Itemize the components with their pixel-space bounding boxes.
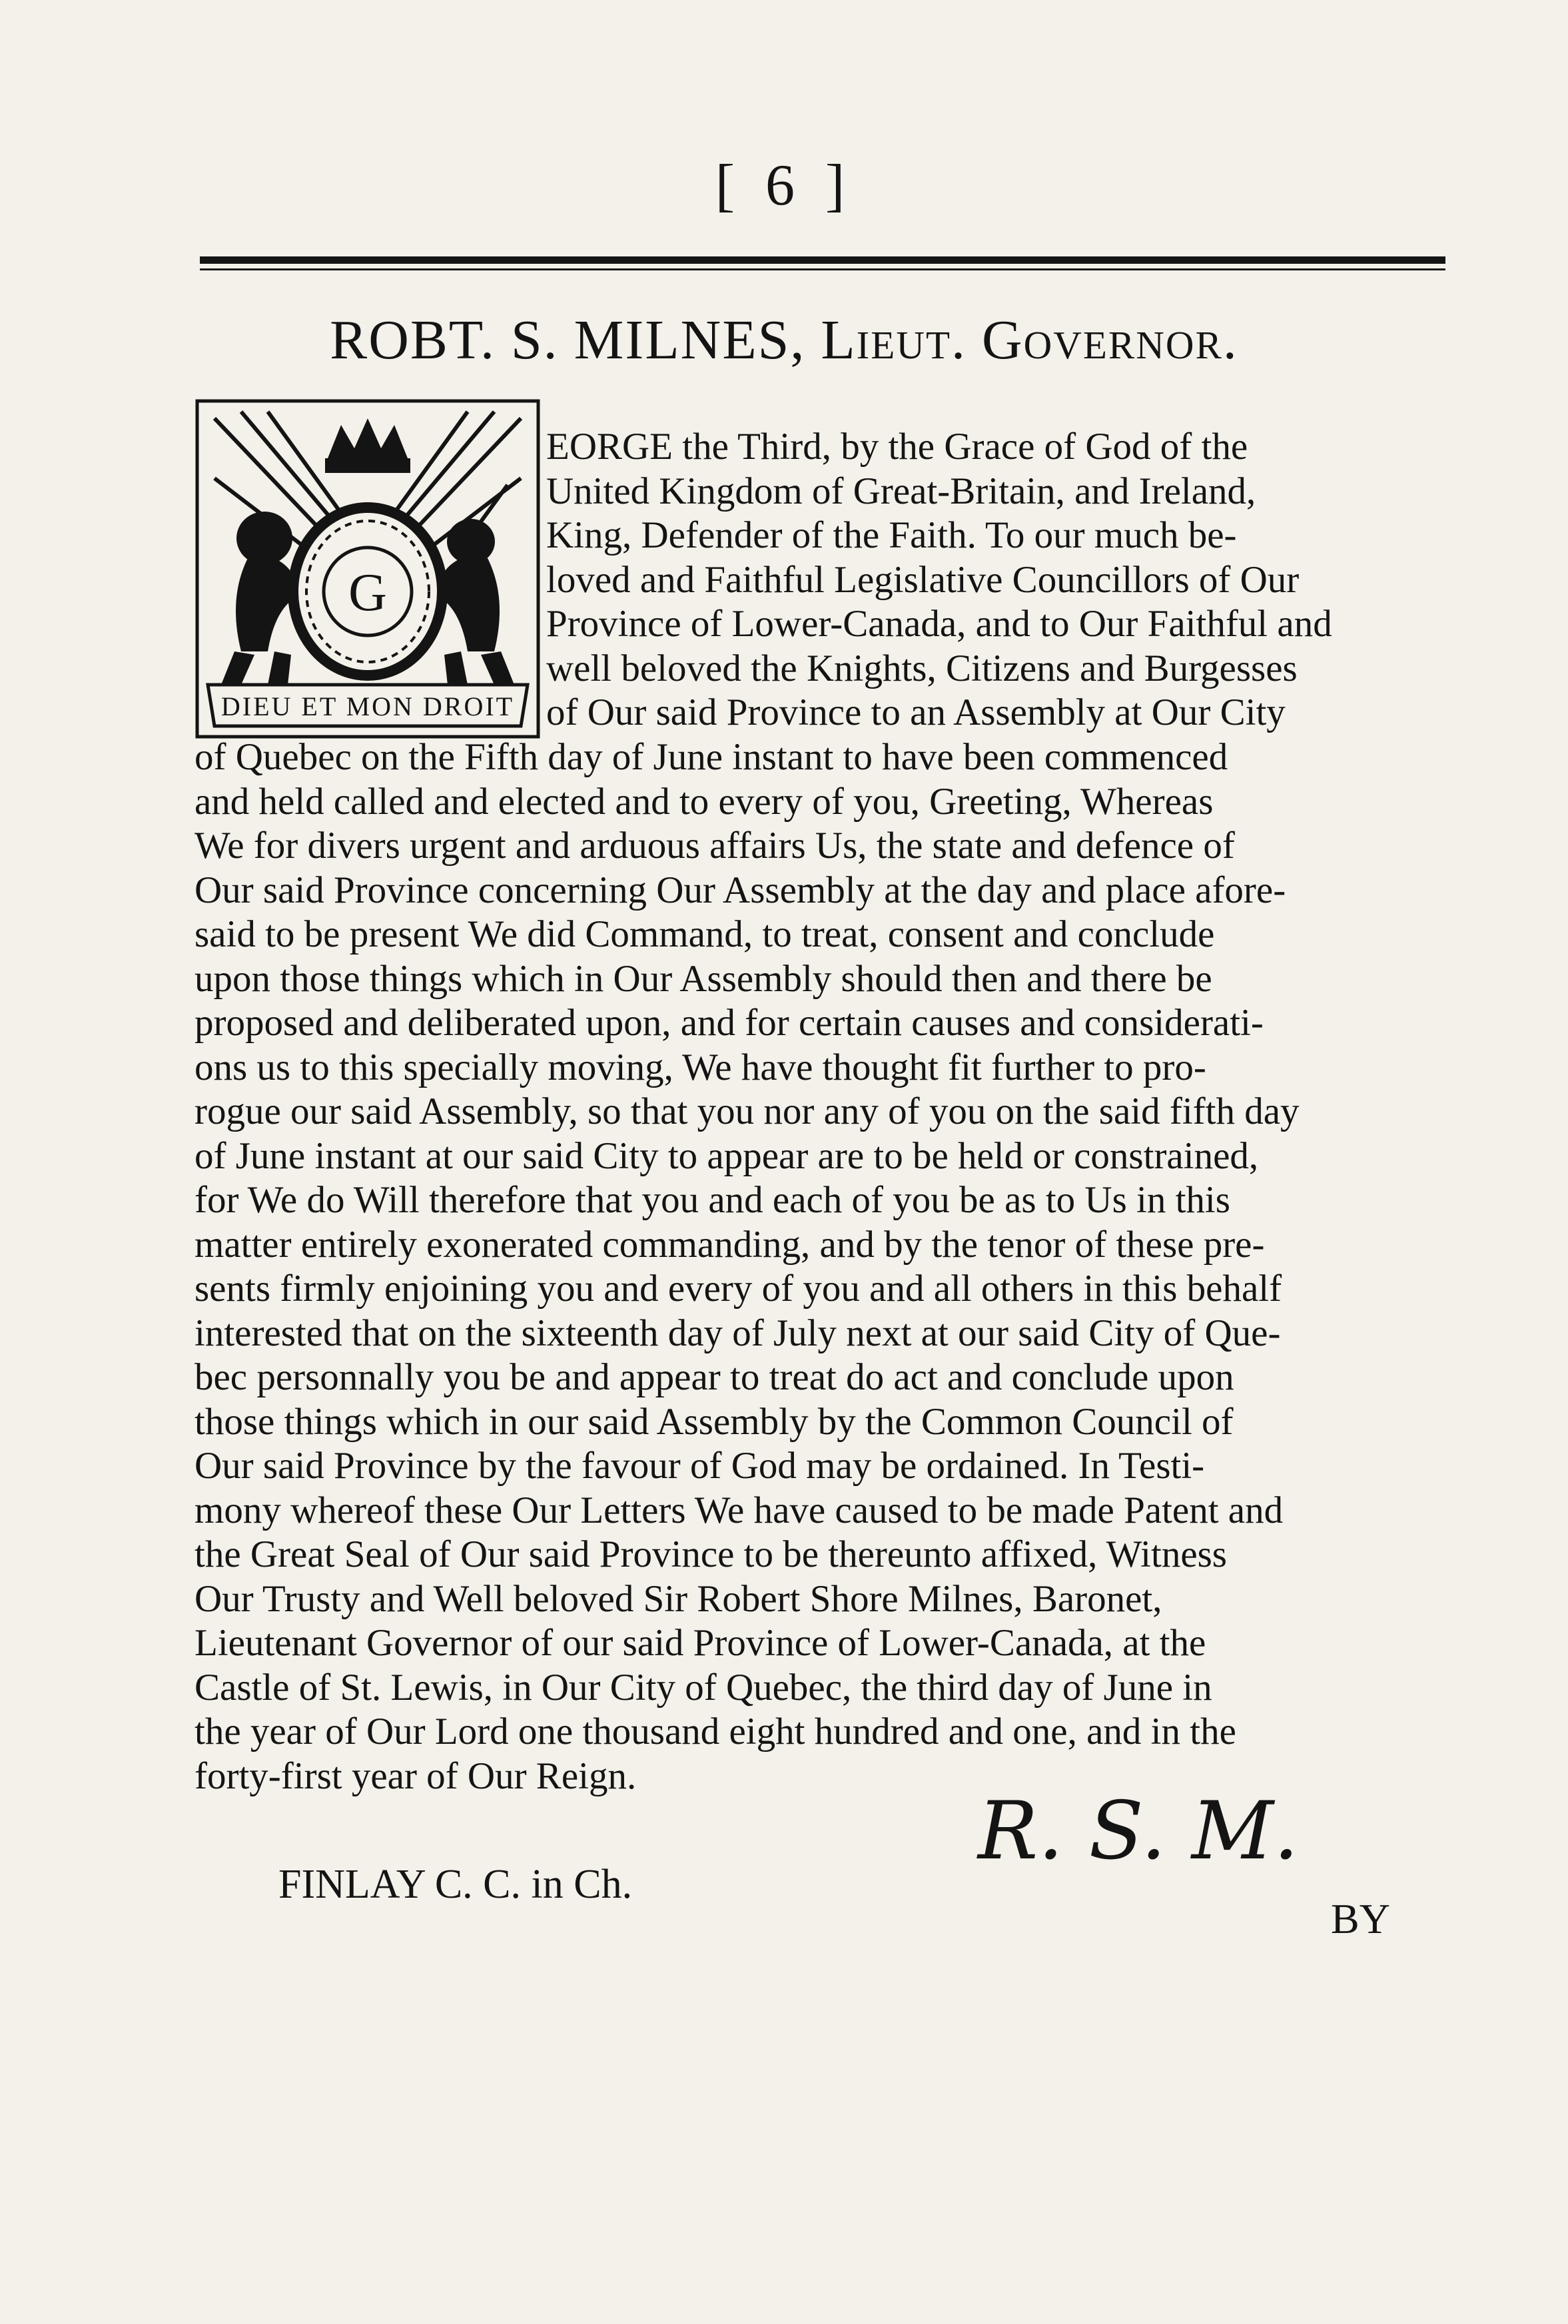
header-rule-thick: [200, 256, 1445, 264]
text-line: We for divers urgent and arduous affairs Us, the state and defence of: [195, 825, 1235, 867]
text-line: Our said Province concerning Our Assembly at the day and place afore-: [195, 869, 1286, 911]
text-line: and held called and elected and to every of you, Greeting, Whereas: [195, 780, 1214, 823]
text-line: rogue our said Assembly, so that you nor any of you on the said fifth day: [195, 1090, 1300, 1132]
text-line: Castle of St. Lewis, in Our City of Quebec, the third day of June in: [195, 1666, 1212, 1709]
text-line: Our said Province by the favour of God may be ordained. In Testi-: [195, 1445, 1205, 1487]
text-line: mony whereof these Our Letters We have caused to be made Patent and: [195, 1489, 1284, 1531]
text-line: of June instant at our said City to appear are to be held or constrained,: [195, 1134, 1259, 1177]
catchword: BY: [1331, 1895, 1390, 1942]
proclamation-opening: [546, 425, 1445, 735]
text-line: for We do Will therefore that you and each of you be as to Us in this: [195, 1179, 1230, 1221]
text-line: well beloved the Knights, Citizens and Burgesses: [546, 647, 1298, 689]
text-line: upon those things which in Our Assembly should then and there be: [195, 957, 1212, 1000]
crest-motto: DIEU ET MON DROIT: [220, 691, 515, 721]
text-line: ons us to this specially moving, We have thought fit further to pro-: [195, 1046, 1206, 1088]
text-line: sents firmly enjoining you and every of you and all others in this behalf: [195, 1268, 1282, 1310]
text-line: bec personnally you be and appear to treat do act and conclude upon: [195, 1356, 1234, 1398]
header-rule-thin: [200, 268, 1445, 270]
signature-initials: R. S. M.: [978, 1785, 1299, 1878]
text-line: forty-first year of Our Reign.: [195, 1754, 637, 1797]
text-line: said to be present We did Command, to treat, consent and conclude: [195, 913, 1215, 955]
text-line: EORGE the Third, by the Grace of God of the: [546, 426, 1248, 468]
text-line: Province of Lower-Canada, and to Our Faithful and: [546, 603, 1332, 645]
text-line: Lieutenant Governor of our said Province of Lower-Canada, at the: [195, 1622, 1206, 1664]
royal-coat-of-arms-icon: [195, 398, 541, 739]
crest-initial: G: [348, 564, 387, 622]
text-line: United Kingdom of Great-Britain, and Ireland,: [546, 470, 1256, 512]
text-line: those things which in our said Assembly by the Common Council of: [195, 1400, 1234, 1443]
text-line: the year of Our Lord one thousand eight hundred and one, and in the: [195, 1711, 1236, 1752]
text-line: matter entirely exonerated commanding, and by the tenor of these pre-: [195, 1223, 1265, 1266]
heading-name: ROBT. S. MILNES,: [330, 309, 806, 371]
text-line: interested that on the sixteenth day of July next at our said City of Que-: [195, 1312, 1281, 1354]
page-number: [ 6 ]: [715, 153, 853, 218]
clerk-attestation: FINLAY C. C. in Ch.: [278, 1862, 633, 1907]
proclamation-body: [195, 735, 1445, 1798]
text-line: proposed and deliberated upon, and for certain causes and considerati-: [195, 1002, 1264, 1044]
text-line: loved and Faithful Legislative Councillors of Our: [546, 558, 1300, 601]
text-line: of Quebec on the Fifth day of June instant to have been commenced: [195, 736, 1228, 778]
proclamation-heading: [0, 308, 1568, 372]
text-line: Our Trusty and Well beloved Sir Robert Shore Milnes, Baronet,: [195, 1577, 1162, 1620]
text-line: King, Defender of the Faith. To our much be-: [546, 514, 1237, 556]
heading-title: Lieut. Governor.: [821, 309, 1238, 371]
text-line: the Great Seal of Our said Province to be thereunto affixed, Witness: [195, 1533, 1227, 1575]
text-line: of Our said Province to an Assembly at Our City: [546, 691, 1286, 733]
